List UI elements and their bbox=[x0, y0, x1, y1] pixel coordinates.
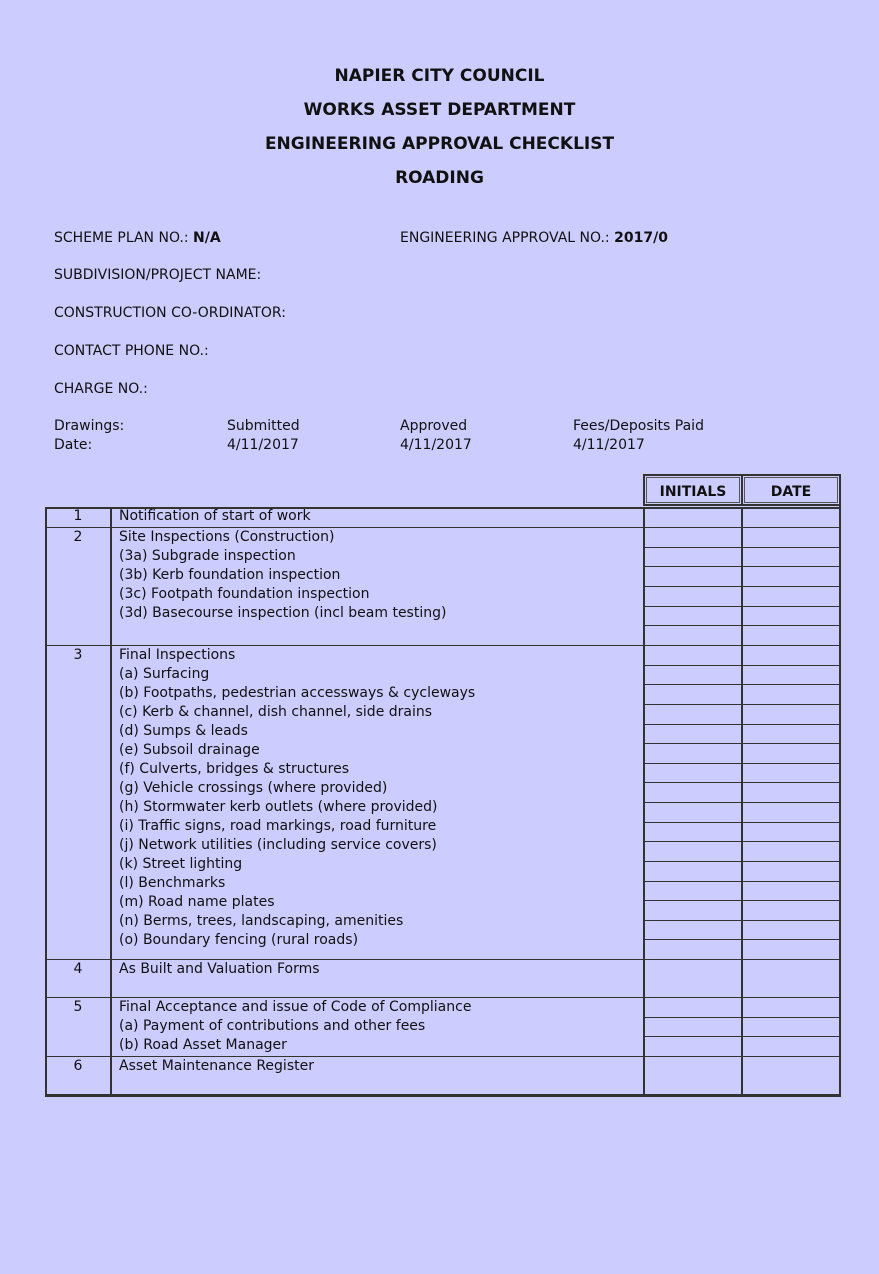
row-subitem: (k) Street lighting bbox=[119, 856, 243, 872]
date-cell[interactable] bbox=[744, 647, 838, 958]
row-subitem: (b) Footpaths, pedestrian accessways & cycleways bbox=[119, 685, 476, 701]
row-subitem: (h) Stormwater kerb outlets (where provided) bbox=[119, 799, 438, 815]
row-title: Final Acceptance and issue of Code of Compliance bbox=[119, 999, 472, 1015]
table-divider-initials bbox=[643, 507, 645, 1095]
initials-cell[interactable] bbox=[646, 999, 739, 1055]
row-number: 4 bbox=[73, 961, 83, 977]
header-department: WORKS ASSET DEPARTMENT bbox=[303, 100, 576, 120]
row-subitem: (3a) Subgrade inspection bbox=[119, 548, 296, 564]
table-border-right bbox=[839, 474, 841, 1097]
date-label: Date: bbox=[54, 437, 93, 453]
table-divider-num bbox=[110, 507, 112, 1095]
row-subitem: (d) Sumps & leads bbox=[119, 723, 248, 739]
row-title: Site Inspections (Construction) bbox=[119, 529, 335, 545]
contact-phone-label: CONTACT PHONE NO.: bbox=[54, 343, 209, 359]
row-subitem: (a) Surfacing bbox=[119, 666, 210, 682]
submitted-label: Submitted bbox=[227, 418, 300, 434]
row-subitem: (i) Traffic signs, road markings, road furniture bbox=[119, 818, 437, 834]
submitted-date: 4/11/2017 bbox=[227, 437, 299, 453]
table-divider-date bbox=[741, 507, 743, 1095]
row-title: As Built and Valuation Forms bbox=[119, 961, 320, 977]
project-name-label: SUBDIVISION/PROJECT NAME: bbox=[54, 267, 262, 283]
header-checklist-title: ENGINEERING APPROVAL CHECKLIST bbox=[264, 134, 615, 154]
initials-cell[interactable] bbox=[646, 647, 739, 958]
row-number: 2 bbox=[73, 529, 83, 545]
row-number: 5 bbox=[73, 999, 83, 1015]
approval-no-field bbox=[400, 230, 668, 246]
table-border-bottom bbox=[45, 1094, 841, 1097]
row-subitem: (n) Berms, trees, landscaping, amenities bbox=[119, 913, 404, 929]
date-cell[interactable] bbox=[744, 1058, 838, 1094]
date-cell[interactable] bbox=[744, 529, 838, 644]
initials-cell[interactable] bbox=[646, 529, 739, 644]
approved-date: 4/11/2017 bbox=[400, 437, 472, 453]
initials-column-header: INITIALS bbox=[643, 474, 743, 506]
initials-cell[interactable] bbox=[646, 509, 739, 526]
row-title: Asset Maintenance Register bbox=[119, 1058, 314, 1074]
row-number: 1 bbox=[73, 508, 83, 524]
approval-no-label: ENGINEERING APPROVAL NO.: bbox=[400, 230, 610, 246]
row-subitem: (g) Vehicle crossings (where provided) bbox=[119, 780, 388, 796]
row-subitem: (e) Subsoil drainage bbox=[119, 742, 260, 758]
row-subitem: (3b) Kerb foundation inspection bbox=[119, 567, 341, 583]
row-subitem: (m) Road name plates bbox=[119, 894, 275, 910]
scheme-plan-label: SCHEME PLAN NO.: bbox=[54, 230, 189, 246]
row-subitem: (a) Payment of contributions and other fees bbox=[119, 1018, 426, 1034]
initials-cell[interactable] bbox=[646, 1058, 739, 1094]
fees-label: Fees/Deposits Paid bbox=[573, 418, 704, 434]
row-title: Final Inspections bbox=[119, 647, 236, 663]
row-subitem: (3d) Basecourse inspection (incl beam testing) bbox=[119, 605, 447, 621]
row-subitem: (o) Boundary fencing (rural roads) bbox=[119, 932, 359, 948]
header-roading: ROADING bbox=[395, 168, 484, 188]
row-subitem: (c) Kerb & channel, dish channel, side drains bbox=[119, 704, 433, 720]
date-column-header: DATE bbox=[741, 474, 841, 506]
row-number: 3 bbox=[73, 647, 83, 663]
row-subitem: (j) Network utilities (including service covers) bbox=[119, 837, 437, 853]
scheme-plan-field bbox=[54, 230, 221, 246]
fees-date: 4/11/2017 bbox=[573, 437, 645, 453]
approval-no-value: 2017/0 bbox=[614, 230, 668, 246]
row-title: Notification of start of work bbox=[119, 508, 311, 524]
row-subitem: (b) Road Asset Manager bbox=[119, 1037, 287, 1053]
row-subitem: (l) Benchmarks bbox=[119, 875, 226, 891]
drawings-label: Drawings: bbox=[54, 418, 125, 434]
charge-no-label: CHARGE NO.: bbox=[54, 381, 148, 397]
row-subitem: (3c) Footpath foundation inspection bbox=[119, 586, 370, 602]
date-cell[interactable] bbox=[744, 509, 838, 526]
coordinator-label: CONSTRUCTION CO-ORDINATOR: bbox=[54, 305, 286, 321]
scheme-plan-value: N/A bbox=[193, 230, 221, 246]
date-cell[interactable] bbox=[744, 999, 838, 1055]
header-council: NAPIER CITY COUNCIL bbox=[334, 66, 545, 86]
approved-label: Approved bbox=[400, 418, 468, 434]
initials-cell[interactable] bbox=[646, 961, 739, 996]
row-subitem: (f) Culverts, bridges & structures bbox=[119, 761, 350, 777]
row-number: 6 bbox=[73, 1058, 83, 1074]
date-cell[interactable] bbox=[744, 961, 838, 996]
